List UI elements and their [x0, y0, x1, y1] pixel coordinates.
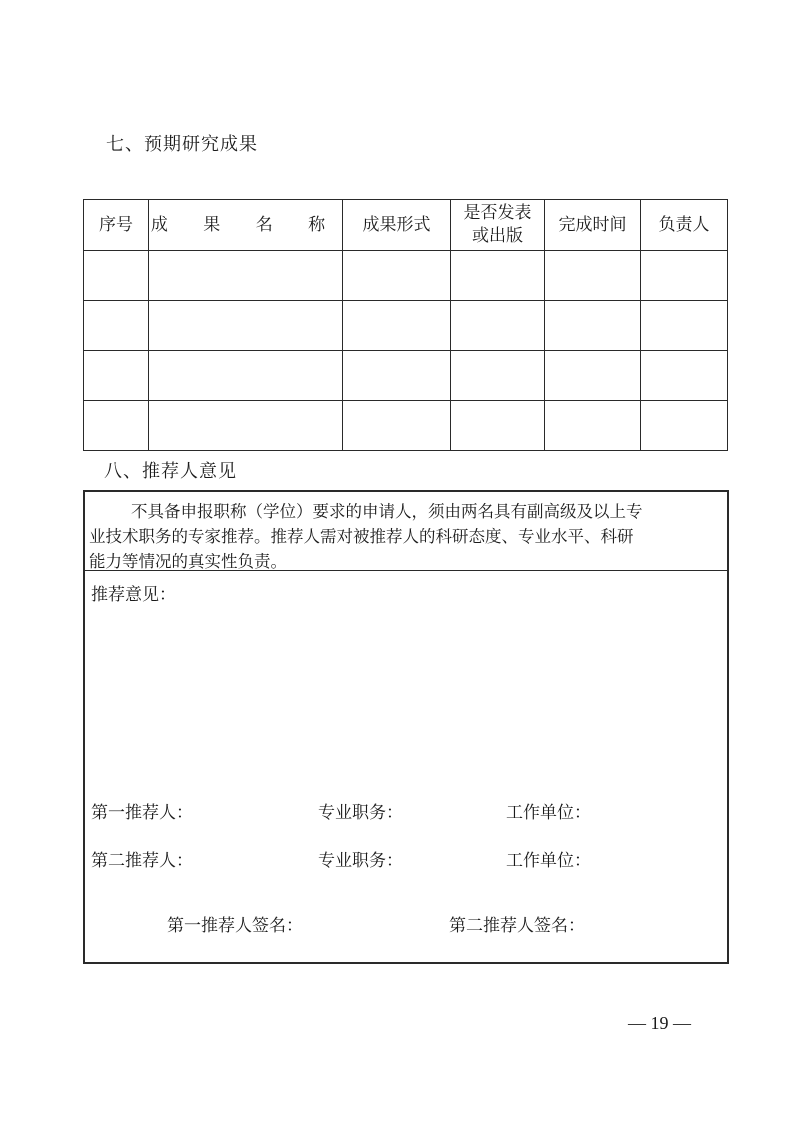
table-cell[interactable]	[545, 351, 641, 401]
table-cell[interactable]	[343, 401, 451, 451]
table-cell[interactable]	[84, 351, 149, 401]
recommendation-note	[85, 492, 727, 571]
table-cell[interactable]	[84, 301, 149, 351]
header-published-line1: 是否发表	[463, 203, 532, 223]
table-cell[interactable]	[149, 351, 343, 401]
page-number: — 19 —	[628, 1013, 691, 1033]
recommender-opinion-box	[83, 490, 729, 964]
note-line: 业技术职务的专家推荐。推荐人需对被推荐人的科研态度、专业水平、科研	[89, 527, 634, 546]
note-line: 能力等情况的真实性负责。	[89, 552, 287, 571]
table-row	[84, 401, 728, 451]
second-recommender-label: 第二推荐人：	[91, 851, 193, 871]
second-recommender-unit-label: 工作单位：	[506, 851, 591, 871]
second-recommender-title-label: 专业职务：	[318, 851, 403, 871]
section-title-recommender-opinion: 八、推荐人意见	[104, 461, 237, 482]
table-cell[interactable]	[641, 351, 728, 401]
table-cell[interactable]	[451, 251, 545, 301]
table-cell[interactable]	[84, 401, 149, 451]
table-cell[interactable]	[149, 251, 343, 301]
opinion-label: 推荐意见：	[91, 585, 176, 605]
first-recommender-title-label: 专业职务：	[318, 803, 403, 823]
section-title-expected-results: 七、预期研究成果	[106, 134, 258, 155]
table-cell[interactable]	[451, 301, 545, 351]
table-row	[84, 251, 728, 301]
table-cell[interactable]	[149, 401, 343, 451]
note-line: 不具备申报职称（学位）要求的申请人，须由两名具有副高级及以上专	[131, 502, 643, 521]
first-recommender-unit-label: 工作单位：	[506, 803, 591, 823]
table-cell[interactable]	[451, 351, 545, 401]
table-row	[84, 351, 728, 401]
table-cell[interactable]	[641, 301, 728, 351]
table-cell[interactable]	[451, 401, 545, 451]
header-published-line2: 或出版	[472, 226, 523, 246]
header-completion-time: 完成时间	[545, 200, 641, 251]
table-cell[interactable]	[343, 251, 451, 301]
second-recommender-signature-label: 第二推荐人签名：	[449, 916, 585, 936]
table-row	[84, 301, 728, 351]
table-cell[interactable]	[343, 301, 451, 351]
table-cell[interactable]	[149, 301, 343, 351]
first-recommender-signature-label: 第一推荐人签名：	[167, 916, 303, 936]
table-cell[interactable]	[641, 251, 728, 301]
expected-results-table	[83, 199, 728, 451]
table-cell[interactable]	[545, 401, 641, 451]
header-owner: 负责人	[641, 200, 728, 251]
header-result-name: 成 果 名 称	[149, 200, 343, 251]
table-header-row	[84, 200, 728, 251]
first-recommender-label: 第一推荐人：	[91, 803, 193, 823]
table-cell[interactable]	[545, 251, 641, 301]
table-cell[interactable]	[84, 251, 149, 301]
header-result-form: 成果形式	[343, 200, 451, 251]
table-cell[interactable]	[641, 401, 728, 451]
table-cell[interactable]	[343, 351, 451, 401]
header-index: 序号	[84, 200, 149, 251]
table-cell[interactable]	[545, 301, 641, 351]
header-published	[451, 200, 545, 251]
